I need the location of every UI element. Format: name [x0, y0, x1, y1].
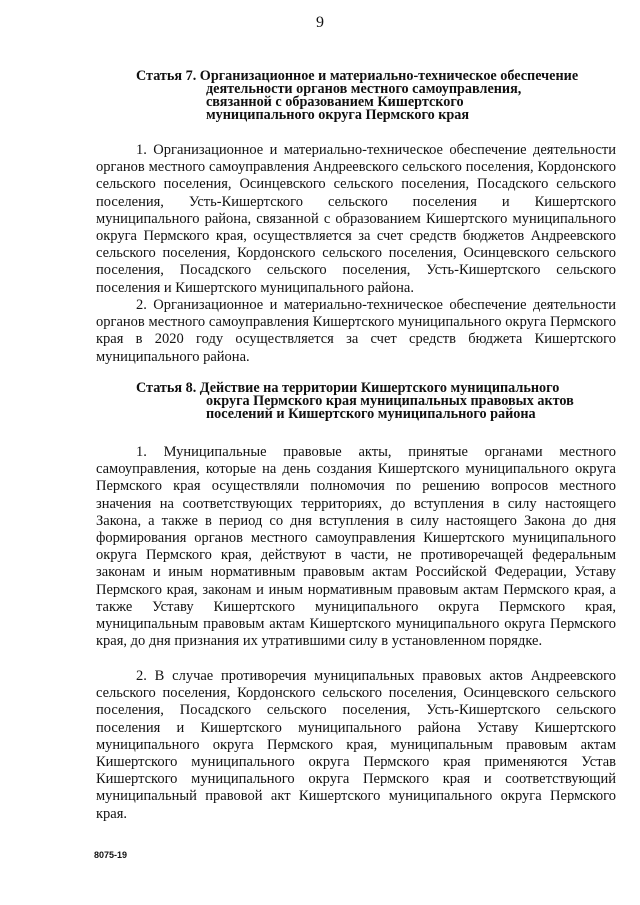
article-7-heading-line-4: муниципального округа Пермского края — [206, 107, 470, 123]
article-8-paragraph-2: 2. В случае противоречия муниципальных правовых актов Андреевского сельского поселения, Кордонского сельского поселения, Осинцевского сельского поселения, Посадского сельского поселения, Усть-Кишертского сельского поселения и Кишертского муниципального района Уставу Кишертского муниципального округа Пермского края, муниципальным правовым актам Кишертского муниципального округа Пермского края применяются Устав Кишертского муниципального округа Пермского края и соответствующий муниципальный правовой акт Кишертского муниципального округа Пермского края. — [96, 668, 616, 822]
page-number: 9 — [316, 14, 324, 31]
article-8-heading — [136, 382, 616, 421]
article-7-heading-line-2: деятельности органов местного самоуправления, — [206, 81, 522, 97]
article-8-paragraph-1: 1. Муниципальные правовые акты, принятые органами местного самоуправления, которые на день создания Кишертского муниципального округа Пермского края осуществляли полномочия по решению вопросов местного значения на соответствующих территориях, до вступления в силу настоящего Закона, а также в период со дня вступления в силу настоящего Закона до дня формирования органов местного самоуправления Кишертского муниципального округа Пермского края, действуют в части, не противоречащей федеральным законам и иным нормативным правовым актам Российской Федерации, Уставу Пермского края, законам и иным нормативным правовым актам Пермского края, а также Уставу Кишертского муниципального округа Пермского края, муниципальным правовым актам Кишертского муниципального округа Пермского края, до дня признания их утратившими силу в установленном порядке. — [96, 444, 616, 650]
document-code: 8075-19 — [94, 850, 128, 860]
article-7-paragraph-2: 2. Организационное и материально-техническое обеспечение деятельности органов местного самоуправления Кишертского муниципального округа Пермского края в 2020 году осуществляется за счет средств бюджета Кишертского муниципального района. — [96, 297, 616, 365]
article-7-paragraph-1: 1. Организационное и материально-техническое обеспечение деятельности органов местного самоуправления Андреевского сельского поселения, Кордонского сельского поселения, Осинцевского сельского поселения, Посадского сельского поселения, Усть-Кишертского сельского поселения и Кишертского муниципального района, связанной с образованием Кишертского муниципального округа Пермского края, осуществляется за счет средств бюджетов Андреевского сельского поселения, Кордонского сельского поселения, Осинцевского сельского поселения, Посадского сельского поселения, Усть-Кишертского сельского поселения и Кишертского муниципального района. — [96, 142, 616, 296]
article-7-heading-line-3: связанной с образованием Кишертского — [206, 94, 464, 110]
article-7-heading-line-1: Статья 7. Организационное и материально-техническое обеспечение — [136, 68, 579, 84]
article-8-heading-line-3: поселений и Кишертского муниципального района — [206, 406, 536, 422]
article-8-heading-line-2: округа Пермского края муниципальных правовых актов — [206, 393, 574, 409]
article-7-heading — [136, 70, 616, 122]
article-8-heading-line-1: Статья 8. Действие на территории Кишертского муниципального — [136, 380, 560, 396]
